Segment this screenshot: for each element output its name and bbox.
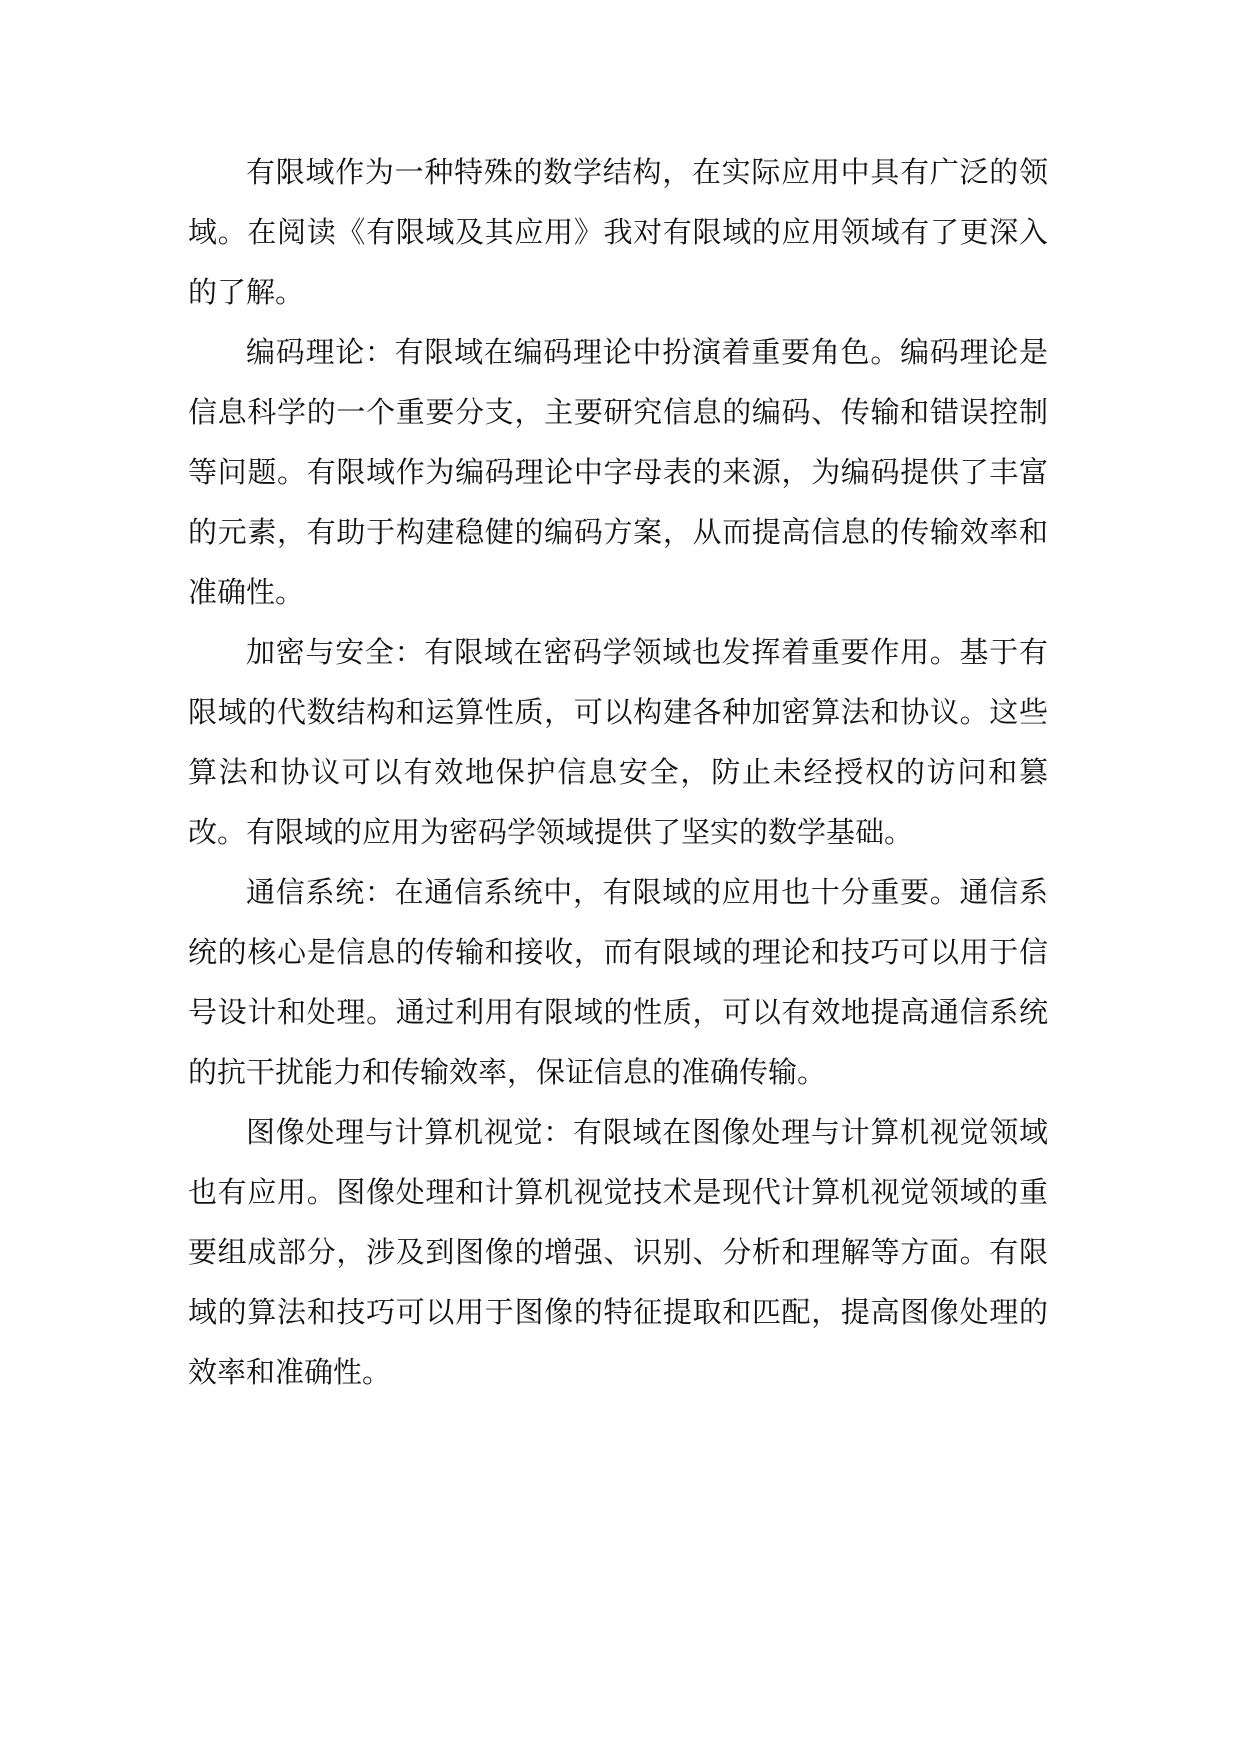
paragraph-coding-theory: 编码理论：有限域在编码理论中扮演着重要角色。编码理论是信息科学的一个重要分支，主要研究信息的编码、传输和错误控制等问题。有限域作为编码理论中字母表的来源，为编码提供了丰富的元素，有助于构建稳健的编码方案，从而提高信息的传输效率和准确性。 — [188, 335, 1048, 609]
paragraph-communication-systems: 通信系统：在通信系统中，有限域的应用也十分重要。通信系统的核心是信息的传输和接收，而有限域的理论和技巧可以用于信号设计和处理。通过利用有限域的性质，可以有效地提高通信系统的抗干扰能力和传输效率，保证信息的准确传输。 — [188, 875, 1048, 1089]
paragraph-image-processing: 图像处理与计算机视觉：有限域在图像处理与计算机视觉领域也有应用。图像处理和计算机视觉技术是现代计算机视觉领域的重要组成部分，涉及到图像的增强、识别、分析和理解等方面。有限域的算法和技巧可以用于图像的特征提取和匹配，提高图像处理的效率和准确性。 — [188, 1115, 1048, 1389]
paragraph-intro: 有限域作为一种特殊的数学结构，在实际应用中具有广泛的领域。在阅读《有限域及其应用》我对有限域的应用领域有了更深入的了解。 — [188, 155, 1048, 309]
document-body — [188, 142, 1048, 1402]
paragraph-encryption-security: 加密与安全：有限域在密码学领域也发挥着重要作用。基于有限域的代数结构和运算性质，可以构建各种加密算法和协议。这些算法和协议可以有效地保护信息安全，防止未经授权的访问和篡改。有限域的应用为密码学领域提供了坚实的数学基础。 — [188, 635, 1048, 849]
